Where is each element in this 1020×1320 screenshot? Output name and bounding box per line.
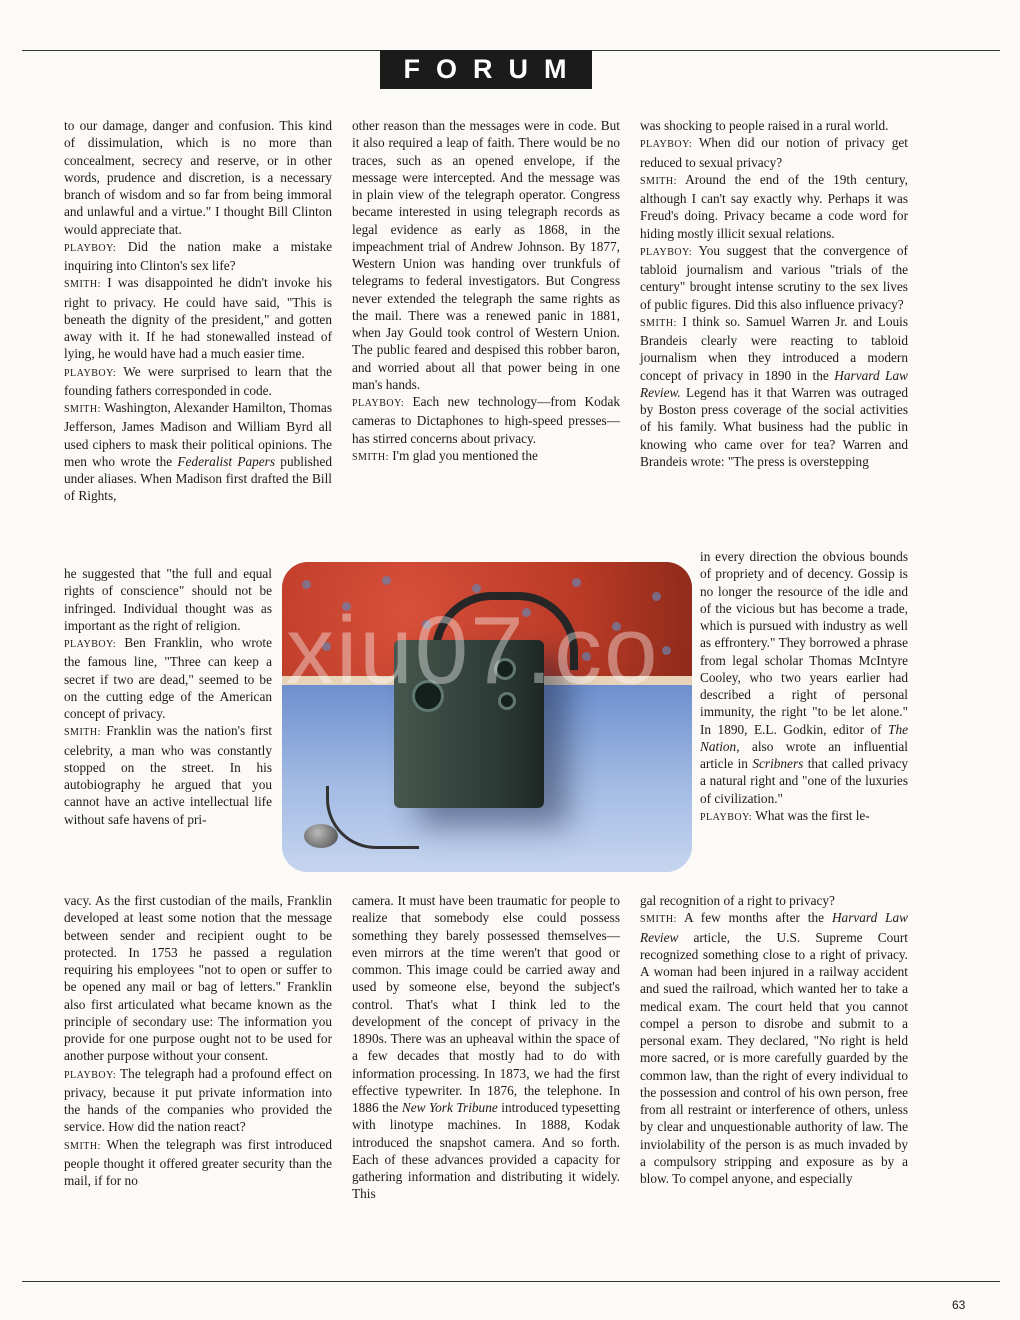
paragraph: gal recognition of a right to privacy? [640,893,835,908]
paragraph-text: also wrote an influential article in [700,738,908,771]
paragraph: was shocking to people raised in a rural world. [640,118,889,133]
paragraph [640,909,908,1187]
italic-title: New York Tribune [401,1100,498,1115]
paragraph [352,447,620,466]
paragraph-text: published under aliases. When Madison first drafted the Bill of Rights, [64,453,333,504]
italic-title: Harvard Law Review. [640,367,908,400]
paragraph-text: in every direction the obvious bounds of propriety and of decency. Gossip is no longer the resource of the idle and of the vicious but has become a trade, which is pursued with industry as well as effrontery." They borrowed a phrase from legal scholar Thomas McIntyre Cooley, who two years earlier had described a right of personal immunity, the right "to be let alone." In 1890, E.L. Godkin, editor of [700,549,908,737]
speaker-label: PLAYBOY: [352,398,405,409]
paragraph-text: Legend has it that Warren was outraged by Boston press coverage of the social activities of his family. What business had the public in knowing who came over for tea? Warren and Brandeis wrote: "The press is overstepping [640,384,908,469]
speaker-label: PLAYBOY: [700,811,753,823]
paragraph [352,892,620,1203]
column-1-top [64,117,332,505]
paragraph-text: What was the first le- [755,807,870,823]
column-1-bottom [64,892,332,1189]
speaker-label: SMITH: [64,404,101,415]
paragraph-text: A few months after the [684,910,825,926]
paragraph [64,722,272,828]
paragraph [640,313,908,470]
italic-title: Scribners [752,756,804,771]
column-3-wrap [700,548,908,826]
speaker-label: SMITH: [64,279,101,291]
speaker-label: PLAYBOY: [640,246,693,258]
paragraph [640,134,908,171]
speaker-label: PLAYBOY: [64,1069,117,1081]
section-banner: FORUM [380,50,592,89]
paragraph-text: article, the U.S. Supreme Court recognized something close to a right of privacy. A woman had been injured in a railway accident and sued the railroad, which wanted her to take a medical exam. The court held that you cannot compel a person to disrobe and submit to a personal exam. They declared, "No right is held more sacred, or is more carefully guarded by the common law, than the right of every individual to the possession and control of his own person, free from all restraint or interference of others, unless by clear and unquestionable authority of law. The inviolability of the person is as much invaded by a compulsory stripping and exposure as by a blow. To compel anyone, and especially [640,929,908,1186]
paragraph [64,238,332,275]
paragraph-text: The telegraph had a profound effect on privacy, because it put private information into the hands of the companies who provided the service. How did the nation react? [64,1065,332,1135]
paragraph-text: I think so. Samuel Warren Jr. and Louis Brandeis clearly were reacting to tabloid journalism when they introduced a modern concept of privacy in 1890 in the [640,313,909,383]
speaker-label: PLAYBOY: [640,139,693,151]
italic-title: The Nation, [700,721,908,754]
paragraph [64,1065,332,1136]
speaker-label: PLAYBOY: [64,639,117,650]
column-3-top [640,117,908,470]
paragraph [352,393,620,447]
paragraph-text: You suggest that the convergence of tabloid journalism and various "trials of the century" brought intense scrutiny to the sex lives of public figures. Did this also influence privacy? [640,242,908,312]
paragraph: other reason than the messages were in code. But it also required a leap of faith. There would be no traces, such as an opened envelope, if the message were intercepted. And the message was in plain view of the telegraph operator. Congress became interested in using telegraph records as legal evidence as early as 1868, in the impeachment trial of Andrew Johnson. By 1877, Western Union was handing over trunkfuls of telegrams to federal investigators. But Congress never extended the telegraph the same rights as the mail. There was a renewed panic in 1881, when Jay Gould took control of Western Union. The public feared and despised this robber baron, and worried about all that power being in one man's hands. [352,118,620,392]
paragraph-text: Franklin was the nation's first celebrity, a man who was constantly stopped on the street. In his autobiography he argued that you cannot have an active intellectual life without safe havens of pri- [64,723,272,827]
paragraph-text: camera. It must have been traumatic for people to realize that somebody else could possess something they barely possessed themselves—even mirrors at the time weren't that good or common. This image could be carried away and used by someone else, beyond the subject's control. That's what I think led to the development of the concept of privacy in the 1890s. There was an upheaval within the space of a few decades that mostly had to do with information processing. In 1873, we had the first effective typewriter. In 1876, the telephone. In 1886 the [352,893,620,1115]
speaker-label: SMITH: [64,1140,101,1152]
paragraph [64,399,332,505]
speaker-label: SMITH: [640,175,677,187]
speaker-label: SMITH: [352,451,389,463]
paragraph [700,548,908,807]
paragraph-text: We were surprised to learn that the founding fathers corresponded in code. [64,363,332,398]
italic-title: Federalist Papers [177,453,276,469]
paragraph [64,274,332,362]
speaker-label: SMITH: [64,727,101,739]
paragraph-text: When the telegraph was first introduced people thought it offered greater security than the mail, if for no [64,1136,332,1188]
speaker-label: SMITH: [640,914,677,926]
speaker-label: PLAYBOY: [64,242,117,254]
column-2-top [352,117,620,466]
paragraph-text: When did our notion of privacy get reduced to sexual privacy? [640,135,908,170]
speaker-label: SMITH: [640,317,677,329]
paragraph: vacy. As the first custodian of the mails, Franklin developed at least some notion that the message between sender and recipient ought to be protected. In 1753 he passed a regulation requiring his employees "not to open or suffer to be opened any mail or bag of letters." Franklin also first articulated what became known as the principle of secondary use: The information you provide for one purpose ought not to be used for another purpose without your consent. [64,893,332,1064]
shutter-bulb [304,824,338,848]
paragraph-text: I was disappointed he didn't invoke his right to privacy. He could have said, "This is beneath the dignity of the president," and gotten away with it. If he had stonewalled instead of lying, he would have had a much easier time. [64,275,332,362]
column-1-wrap [64,565,272,828]
paragraph [700,807,908,826]
watermark: xiu07.co [286,597,660,704]
paragraph: he suggested that "the full and equal rights of conscience" should not be infringed. Individual thought was as important as the right of religion. [64,566,272,633]
paragraph-text: I'm glad you mentioned the [392,447,538,463]
paragraph-text: Around the end of the 19th century, although I can't say exactly why. Perhaps it was Freud's doing. Privacy became a code word for hiding mostly illicit sexual relations. [640,171,909,241]
paragraph-text: Did the nation make a mistake inquiring into Clinton's sex life? [64,238,332,273]
speaker-label: PLAYBOY: [64,367,117,379]
paragraph [640,242,908,313]
paragraph-text: that called privacy a natural right and "one of the luxuries of civilization." [700,756,909,806]
paragraph-text: introduced typesetting with linotype machines. In 1888, Kodak introduced the snapshot camera. And so forth. Each of these advances provided a capacity for gathering information and distributing it widely. This [352,1100,620,1202]
paragraph [64,1136,332,1190]
paragraph-text: Ben Franklin, who wrote the famous line, "Three can keep a secret if two are dead," seemed to be on the cutting edge of the American concept of privacy. [64,635,273,721]
column-3-bottom [640,892,908,1187]
page-number: 63 [952,1298,966,1312]
column-2-bottom [352,892,620,1203]
italic-title: Harvard Law Review [640,910,909,945]
paragraph [64,363,332,400]
paragraph-text: Washington, Alexander Hamilton, Thomas Jefferson, James Madison and William Byrd all used ciphers to mask their political opinions. The men who wrote the [64,400,332,469]
bottom-rule [22,1281,1000,1282]
paragraph: to our damage, danger and confusion. This kind of dissimulation, which is no more than concealment, secrecy and reserve, or in other words, prudence and discretion, is a necessary branch of wisdom and so far from being immoral and unlawful and a virtue." I thought Bill Clinton would appreciate that. [64,118,332,237]
paragraph [64,634,272,722]
paragraph-text: Each new technology—from Kodak cameras to Dictaphones to high-speed presses—has stirred concerns about privacy. [352,394,620,446]
paragraph [640,171,908,242]
